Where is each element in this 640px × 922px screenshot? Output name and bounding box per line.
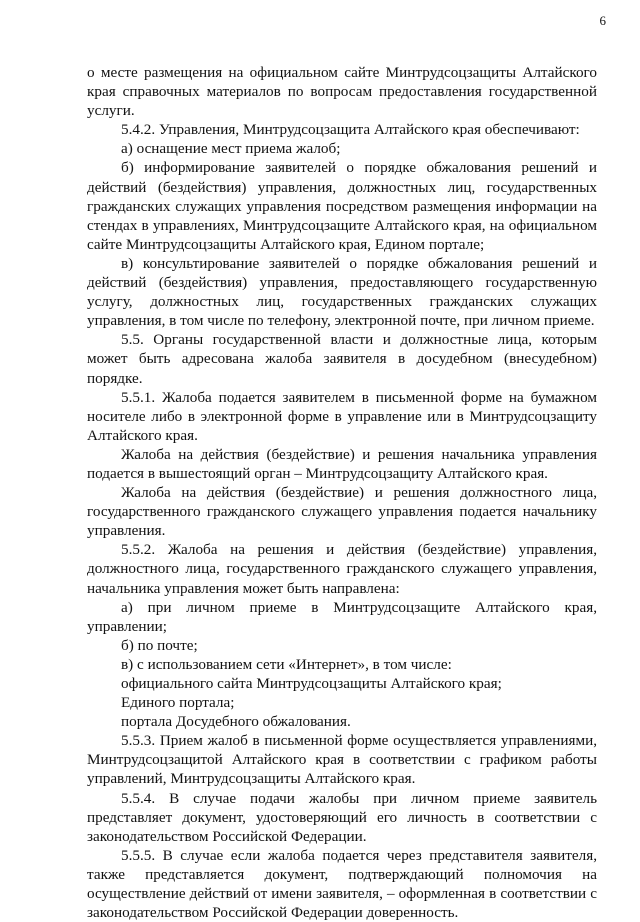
paragraph: Жалоба на действия (бездействие) и решения должностного лица, государственного гражданского служащего управления подается начальнику управления.	[87, 484, 597, 540]
paragraph: б) информирование заявителей о порядке обжалования решений и действий (бездействия) управления, должностных лиц, государственных гражданских служащих управления посредством размещения информации на стендах в управлениях, Минтрудсоцзащите Алтайского края, на официальном сайте Минтрудсоцзащиты Алтайского края, Едином портале;	[87, 159, 597, 253]
paragraph: 5.5. Органы государственной власти и должностные лица, которым может быть адресована жалоба заявителя в досудебном (внесудебном) порядке.	[87, 331, 597, 387]
paragraph: 5.4.2. Управления, Минтрудсоцзащита Алтайского края обеспечивают:	[121, 121, 580, 139]
paragraph: в) с использованием сети «Интернет», в том числе:	[121, 655, 452, 673]
paragraph: в) консультирование заявителей о порядке обжалования решений и действий (бездействия) управления, предоставляющего государственную услугу, должностных лиц, государственных гражданских служащих управления, в том числе по телефону, электронной почте, при личном приеме.	[87, 254, 597, 330]
paragraph: Жалоба на действия (бездействие) и решения начальника управления подается в вышестоящий орган – Минтрудсоцзащиту Алтайского края.	[87, 445, 597, 482]
paragraph: 5.5.5. В случае если жалоба подается через представителя заявителя, также представляется документ, подтверждающий полномочия на осуществление действий от имени заявителя, – оформленная в соответствии с законодательством Российской Федерации доверенность.	[87, 846, 597, 922]
paragraph: Единого портала;	[121, 694, 235, 712]
paragraph: о месте размещения на официальном сайте Минтрудсоцзащиты Алтайского края справочных материалов по вопросам предоставления государственной услуги.	[87, 64, 597, 120]
paragraph: а) при личном приеме в Минтрудсоцзащите Алтайского края, управлении;	[87, 598, 597, 635]
paragraph: 5.5.1. Жалоба подается заявителем в письменной форме на бумажном носителе либо в электронной форме в управление или в Минтрудсоцзащиту Алтайского края.	[87, 388, 597, 444]
paragraph: официального сайта Минтрудсоцзащиты Алтайского края;	[121, 675, 502, 692]
paragraph: б) по почте;	[121, 636, 198, 654]
paragraph: 5.5.4. В случае подачи жалобы при личном приеме заявитель представляет документ, удостоверяющий его личность в соответствии с законодательством Российской Федерации.	[87, 789, 597, 845]
paragraph: 5.5.2. Жалоба на решения и действия (бездействие) управления, должностного лица, государственного гражданского служащего управления, начальника управления может быть направлена:	[87, 541, 597, 597]
paragraph: 5.5.3. Прием жалоб в письменной форме осуществляется управлениями, Минтрудсоцзащитой Алтайского края в соответствии с графиком работы управлений, Минтрудсоцзащиты Алтайского края.	[87, 732, 597, 788]
document-body	[87, 63, 597, 922]
page-number: 6	[599, 13, 606, 28]
paragraph: а) оснащение мест приема жалоб;	[121, 140, 341, 158]
paragraph: портала Досудебного обжалования.	[121, 713, 351, 731]
